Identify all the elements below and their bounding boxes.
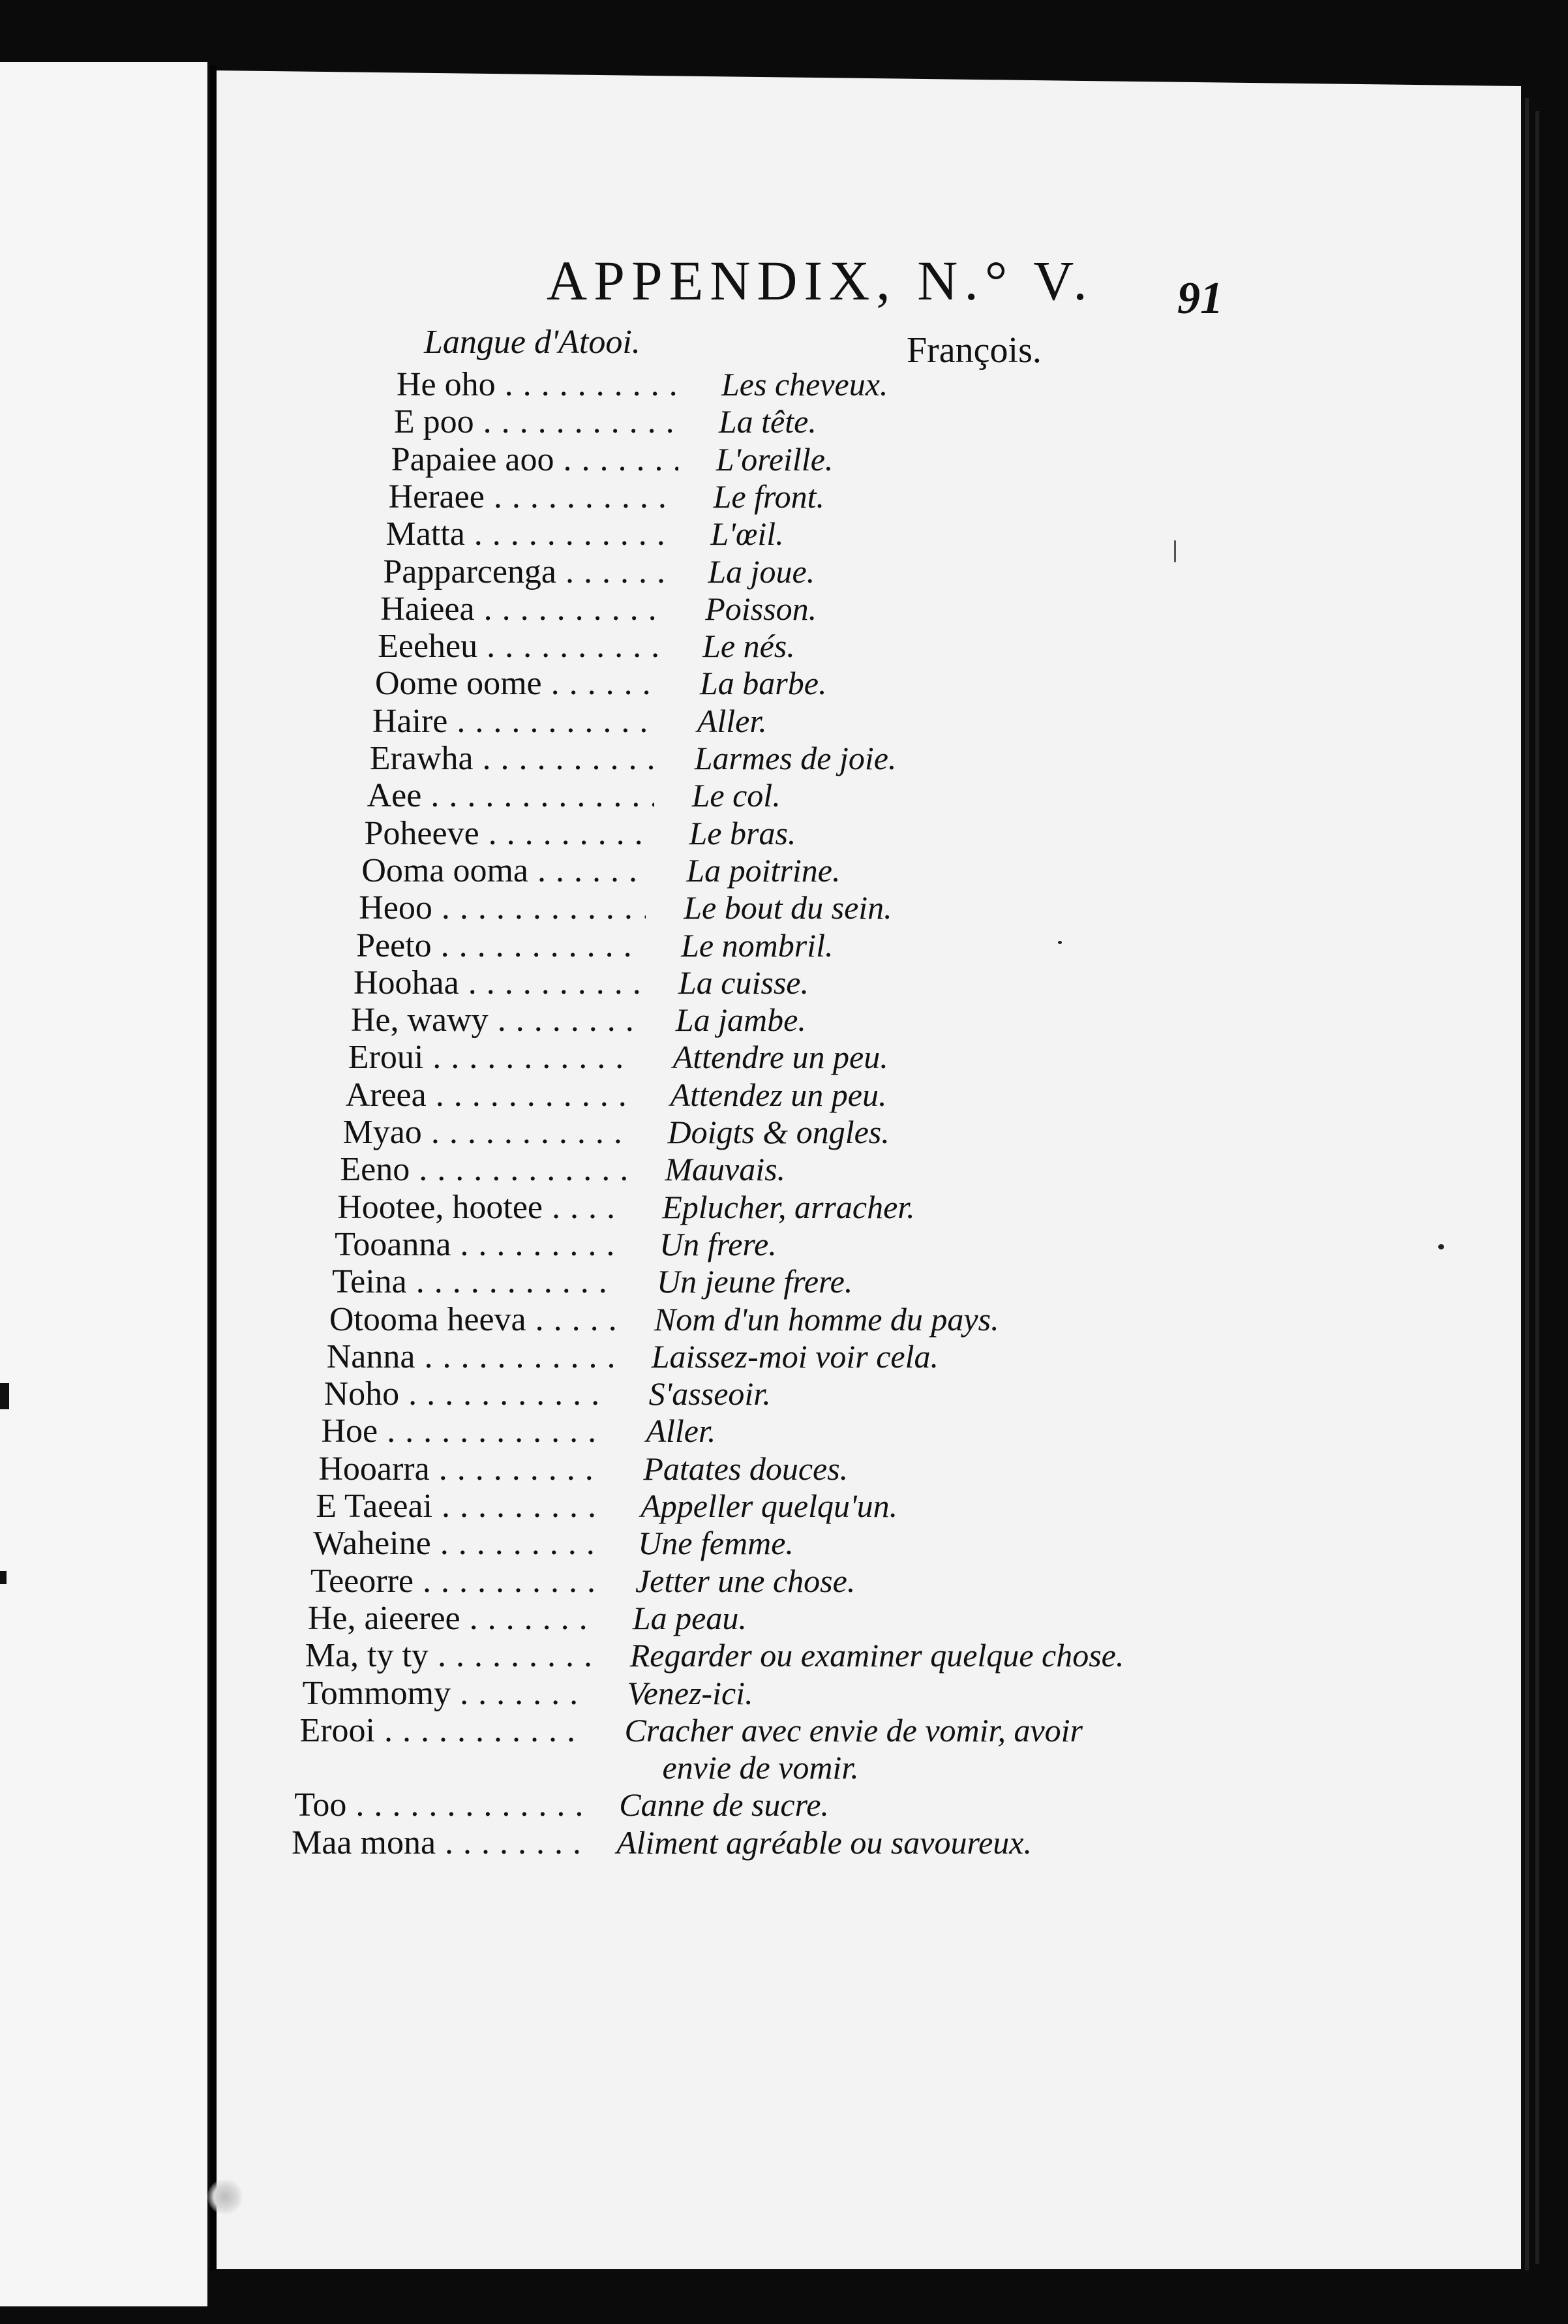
- atooi-term: Hooarra . . .: [318, 1450, 605, 1488]
- atooi-term: Matta . . .: [385, 515, 672, 553]
- french-gloss: Nom d'un homme du pays.: [654, 1300, 999, 1338]
- french-gloss: La joue.: [708, 553, 815, 590]
- french-gloss: Une femme.: [638, 1525, 794, 1562]
- atooi-term: Eeno . . .: [340, 1150, 627, 1189]
- french-gloss: Venez-ici.: [627, 1674, 753, 1711]
- atooi-term: Maa mona . . .: [292, 1824, 579, 1862]
- atooi-term: Otooma heeva . . .: [329, 1300, 616, 1339]
- french-gloss: Le col.: [691, 777, 781, 814]
- french-gloss: Regarder ou examiner quelque chose.: [629, 1637, 1124, 1674]
- french-gloss: La tête.: [718, 403, 817, 440]
- french-gloss: Patates douces.: [643, 1450, 849, 1487]
- atooi-term: He, wawy . . .: [351, 1001, 638, 1039]
- atooi-term: Poheeve . . .: [364, 814, 651, 853]
- french-gloss: La peau.: [632, 1599, 747, 1636]
- atooi-term: Peeto . . .: [356, 926, 643, 965]
- french-gloss: Aliment agréable ou savoureux.: [616, 1824, 1032, 1861]
- atooi-term: Erawha . . .: [370, 739, 657, 778]
- atooi-term: Nanna . . .: [327, 1338, 614, 1376]
- atooi-term: Teina . . .: [332, 1262, 619, 1301]
- atooi-term: Tooanna . . .: [335, 1225, 622, 1264]
- french-gloss: Cracher avec envie de vomir, avoir: [624, 1711, 1083, 1749]
- french-gloss: Jetter une chose.: [635, 1562, 856, 1599]
- atooi-term: He oho . . .: [397, 365, 684, 404]
- french-gloss: Attendre un peu.: [672, 1039, 888, 1076]
- french-gloss: S'asseoir.: [648, 1375, 771, 1413]
- atooi-term: Too . . .: [294, 1786, 581, 1824]
- page-number: 91: [1177, 273, 1223, 324]
- french-gloss: La jambe.: [675, 1001, 806, 1039]
- french-gloss: Eplucher, arracher.: [662, 1188, 915, 1225]
- french-gloss: Le nombril.: [681, 926, 834, 964]
- atooi-term: Tommomy . . .: [303, 1674, 590, 1713]
- column-heading-francois: François.: [907, 330, 1042, 371]
- atooi-term: Erooi . . .: [299, 1711, 586, 1750]
- french-gloss: Doigts & ongles.: [667, 1114, 890, 1150]
- french-gloss: Le nés.: [702, 628, 795, 665]
- atooi-term: Heraee . . .: [389, 478, 676, 516]
- french-gloss: Aller.: [646, 1413, 716, 1450]
- atooi-term: Eroui . . .: [348, 1038, 635, 1077]
- atooi-term: Papaiee aoo . . .: [391, 440, 678, 479]
- french-gloss: Le bout du sein.: [684, 889, 892, 926]
- french-gloss: La barbe.: [699, 665, 827, 702]
- atooi-term: Waheine . . .: [313, 1524, 600, 1563]
- atooi-term: Noho . . .: [324, 1375, 611, 1413]
- atooi-term: Areea . . .: [346, 1076, 633, 1114]
- atooi-term: Haieea . . .: [380, 590, 667, 628]
- french-gloss: Canne de sucre.: [619, 1786, 829, 1824]
- french-gloss: L'œil.: [710, 515, 784, 553]
- atooi-term: Aee . . .: [367, 776, 654, 815]
- french-gloss: Un jeune frere.: [656, 1263, 853, 1300]
- french-gloss: Larmes de joie.: [694, 740, 897, 776]
- atooi-term: Oome oome . . .: [375, 664, 662, 703]
- french-gloss: La cuisse.: [678, 964, 809, 1001]
- running-head: APPENDIX, N.° V.: [547, 249, 1094, 312]
- atooi-term: Hoe . . .: [321, 1412, 608, 1450]
- french-gloss: Le bras.: [689, 814, 796, 851]
- atooi-term: Heoo . . .: [359, 889, 646, 927]
- atooi-term: Haire . . .: [372, 702, 659, 741]
- atooi-term: E poo . . .: [394, 403, 681, 441]
- atooi-term: Papparcenga . . .: [383, 553, 670, 591]
- atooi-term: Ma, ty ty . . .: [305, 1636, 592, 1675]
- french-gloss: Les cheveux.: [721, 366, 888, 403]
- french-gloss: Mauvais.: [665, 1151, 786, 1188]
- french-gloss: Poisson.: [705, 590, 817, 627]
- atooi-term: He, aieeree . . .: [308, 1599, 595, 1638]
- atooi-term: Myao . . .: [342, 1113, 629, 1152]
- ink-speck: [1174, 540, 1176, 562]
- french-gloss: Un frere.: [659, 1225, 777, 1262]
- french-gloss: Attendez un peu.: [670, 1076, 887, 1113]
- french-gloss: Aller.: [697, 702, 767, 739]
- french-gloss: Laissez-moi voir cela.: [651, 1338, 939, 1375]
- french-gloss: L'oreille.: [716, 440, 834, 478]
- ink-speck: [1058, 941, 1062, 944]
- atooi-term: Hootee, hootee . . .: [337, 1188, 624, 1227]
- paper-smudge: [207, 2179, 243, 2214]
- atooi-term: Ooma ooma . . .: [361, 851, 648, 890]
- gloss-continuation: envie de vomir.: [662, 1749, 859, 1786]
- atooi-term: E Taeeai . . .: [316, 1487, 603, 1525]
- ink-speck: [1438, 1244, 1444, 1249]
- atooi-term: Teeorre . . .: [310, 1562, 597, 1600]
- french-gloss: La poitrine.: [686, 851, 841, 889]
- column-heading-atooi: Langue d'Atooi.: [424, 324, 641, 361]
- atooi-term: Eeeheu . . .: [378, 627, 665, 665]
- french-gloss: Appeller quelqu'un.: [641, 1488, 898, 1524]
- french-gloss: Le front.: [713, 478, 824, 515]
- atooi-term: Hoohaa . . .: [354, 964, 641, 1002]
